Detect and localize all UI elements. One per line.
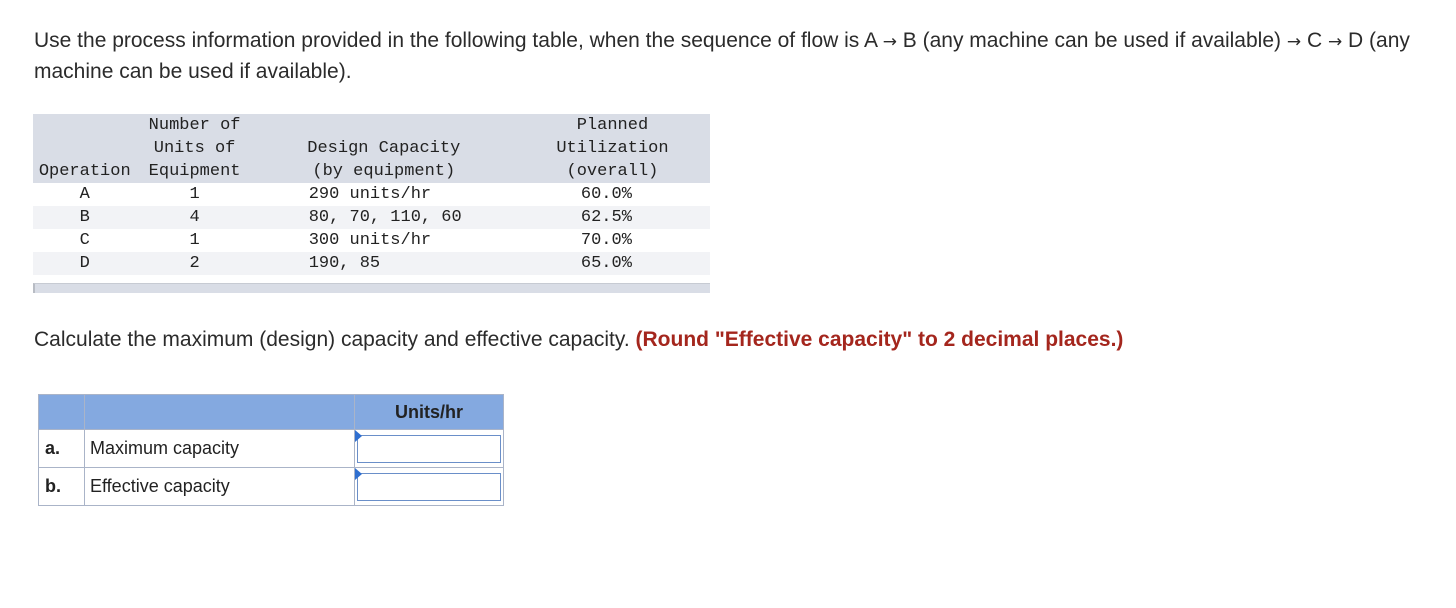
table-row: [33, 206, 710, 229]
cell-operation: D: [33, 252, 136, 275]
answer-header-units: Units/hr: [355, 395, 504, 430]
answer-table: [38, 394, 504, 506]
answer-header-blank: [85, 395, 355, 430]
intro-text-4: D (any machine can be used if available).: [34, 29, 1410, 83]
answer-header-blank: [39, 395, 85, 430]
row-letter: a.: [39, 430, 85, 468]
cell-capacity: 290 units/hr: [308, 185, 432, 204]
cell-units: 4: [136, 206, 252, 229]
answer-cell: [355, 430, 504, 468]
input-flag-icon: [355, 468, 362, 480]
answer-row-max: [39, 430, 504, 468]
answer-header-row: [39, 395, 504, 430]
header-utilization: Planned Utilization (overall): [515, 114, 710, 183]
cell-utilization: 62.5%: [515, 206, 710, 229]
problem-statement: [34, 26, 1424, 87]
row-label: Maximum capacity: [85, 430, 355, 468]
cell-operation: C: [79, 231, 90, 250]
arrow-right-icon: →: [882, 32, 897, 52]
header-capacity: Design Capacity (by equipment): [253, 114, 515, 183]
table-row: [33, 252, 710, 275]
table-row: [33, 183, 710, 206]
table-row: [33, 229, 710, 252]
cell-capacity: 190, 85: [253, 252, 515, 275]
cell-utilization: 70.0%: [580, 231, 632, 250]
cell-utilization: 65.0%: [515, 252, 710, 275]
arrow-right-icon: →: [1286, 32, 1302, 52]
intro-text-2: B (any machine can be used if available): [902, 29, 1281, 52]
cell-units: 2: [136, 252, 252, 275]
cell-operation: B: [33, 206, 136, 229]
table-footer-bar: [33, 283, 710, 293]
cell-capacity: 300 units/hr: [308, 231, 432, 250]
cell-units: 1: [189, 231, 200, 250]
question-body: Calculate the maximum (design) capacity and effective capacity.: [34, 328, 630, 351]
process-info-table: [33, 114, 710, 275]
row-label: Effective capacity: [85, 468, 355, 506]
cell-capacity: 80, 70, 110, 60: [253, 206, 515, 229]
header-units: Number of Units of Equipment: [136, 114, 252, 183]
arrow-right-icon: →: [1327, 32, 1343, 52]
answer-cell: [355, 468, 504, 506]
question-text: [34, 328, 1123, 352]
intro-text-1: Use the process information provided in the following table, when the sequence of flow is A: [34, 29, 877, 52]
rounding-hint: (Round "Effective capacity" to 2 decimal places.): [635, 328, 1124, 351]
row-letter: b.: [39, 468, 85, 506]
input-flag-icon: [355, 430, 362, 442]
answer-row-effective: [39, 468, 504, 506]
cell-units: 1: [189, 185, 200, 204]
intro-text-3: C: [1306, 29, 1323, 52]
table-header-row: [33, 114, 710, 183]
cell-utilization: 60.0%: [580, 185, 632, 204]
header-operation: Operation: [33, 114, 136, 183]
effective-capacity-input[interactable]: [357, 473, 501, 501]
maximum-capacity-input[interactable]: [357, 435, 501, 463]
cell-operation: A: [79, 185, 90, 204]
